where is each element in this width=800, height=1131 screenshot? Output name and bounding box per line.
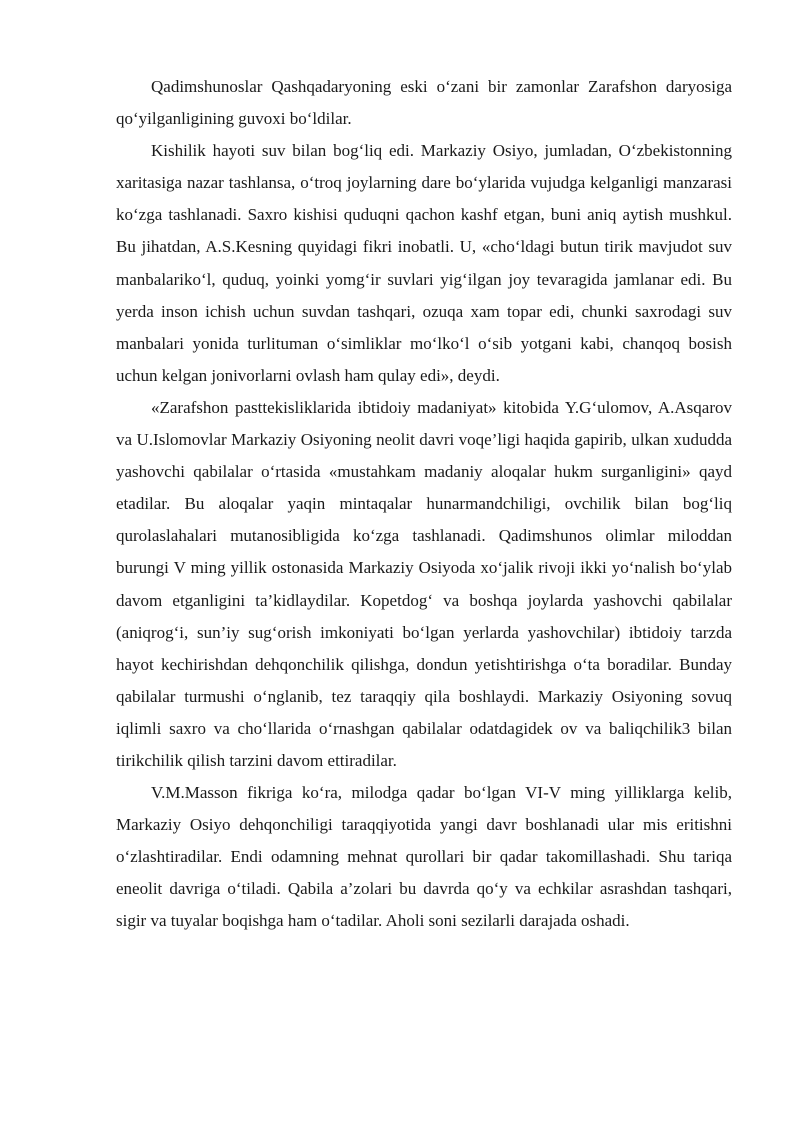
- document-page: [116, 71, 732, 938]
- paragraph-2: Kishilik hayoti suv bilan bog‘liq edi. Markaziy Osiyo, jumladan, O‘zbekistonning xaritasiga nazar tashlansa, o‘troq joylarning dare bo‘ylarida vujudga kelganligi manzarasi ko‘zga tashlanadi. Saxro kishisi quduqni qachon kashf etgan, buni aniq aytish mushkul. Bu jihatdan, A.S.Kesning quyidagi fikri inobatli. U, «cho‘ldagi butun tirik mavjudot suv manbalariko‘l, quduq, yoinki yomg‘ir suvlari yig‘ilgan joy tevaragida jamlanar edi. Bu yerda inson ichish uchun suvdan tashqari, ozuqa xam topar edi, chunki saxrodagi suv manbalari yonida turlituman o‘simliklar mo‘lko‘l o‘sib yotgani kabi, chanqoq bosish uchun kelgan jonivorlarni ovlash ham qulay edi», deydi.: [116, 141, 732, 385]
- paragraph-3: «Zarafshon pasttekisliklarida ibtidoiy madaniyat» kitobida Y.G‘ulomov, A.Asqarov va U.Islomovlar Markaziy Osiyoning neolit davri voqe’ligi haqida gapirib, ulkan xududda yashovchi qabilalar o‘rtasida «mustahkam madaniy aloqalar hukm surganligini» qayd etadilar. Bu aloqalar yaqin mintaqalar hunarmandchiligi, ovchilik bilan bog‘liq qurolaslahalari mutanosibligida ko‘zga tashlanadi. Qadimshunos olimlar miloddan burungi V ming yillik ostonasida Markaziy Osiyoda xo‘jalik rivoji ikki yo‘nalish bo‘ylab davom etganligini ta’kidlaydilar. Kopetdog‘ va boshqa joylarda yashovchi qabilalar (aniqrog‘i, sun’iy sug‘orish imkoniyati bo‘lgan yerlarda yashovchilar) ibtidoiy tarzda hayot kechirishdan dehqonchilik qilishga, dondun yetishtirishga o‘ta boradilar. Bunday qabilalar turmushi o‘nglanib, tez taraqqiy qila boshlaydi. Markaziy Osiyoning sovuq iqlimli saxro va cho‘llarida o‘rnashgan qabilalar odatdagidek ov va baliqchilik3 bilan tirikchilik qilish tarzini davom ettiradilar.: [116, 397, 732, 770]
- paragraph-1: Qadimshunoslar Qashqadaryoning eski o‘zani bir zamonlar Zarafshon daryosiga qo‘yilganligining guvoxi bo‘ldilar.: [116, 77, 732, 129]
- paragraph-4: V.M.Masson fikriga ko‘ra, milodga qadar bo‘lgan VI-V ming yilliklarga kelib, Markaziy Osiyo dehqonchiligi taraqqiyotida yangi davr boshlanadi ular mis eritishni o‘zlashtiradilar. Endi odamning mehnat qurollari bir qadar takomillashadi. Shu tariqa eneolit davriga o‘tiladi. Qabila a’zolari bu davrda qo‘y va echkilar asrashdan tashqari, sigir va tuyalar boqishga ham o‘tadilar. Aholi soni sezilarli darajada oshadi.: [116, 783, 732, 931]
